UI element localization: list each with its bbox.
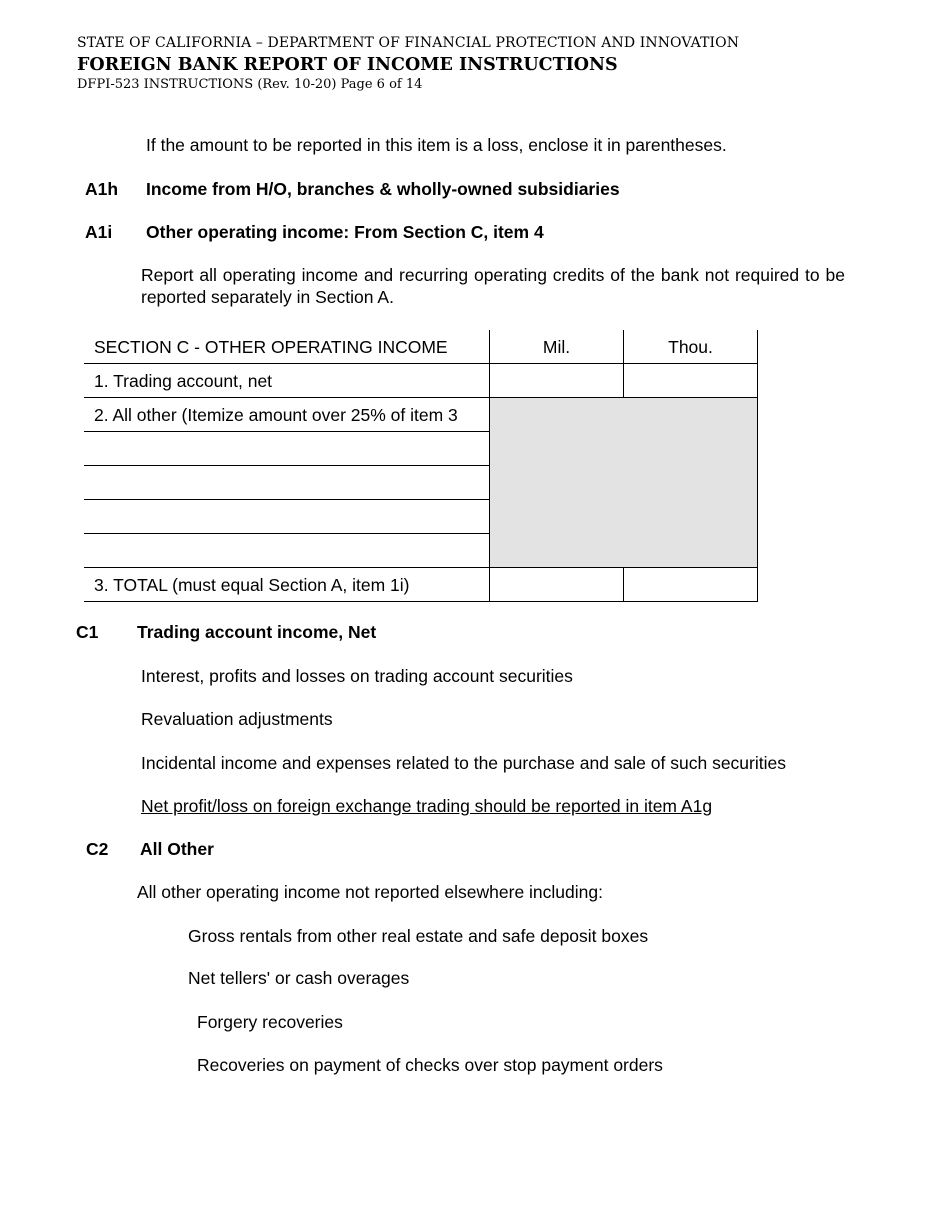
col-thou-header: Thou. (668, 337, 713, 357)
a1i-code: A1i (85, 222, 113, 242)
row-total: 3. TOTAL (must equal Section A, item 1i) (94, 575, 410, 595)
col-divider-2-bottom (623, 568, 624, 602)
section-c-table (84, 330, 758, 602)
row-line-2 (84, 397, 758, 398)
row-line-1 (84, 363, 758, 364)
agency-line: STATE OF CALIFORNIA – DEPARTMENT OF FINANCIAL PROTECTION AND INNOVATION (77, 35, 740, 51)
a1i-title: Other operating income: From Section C, item 4 (146, 222, 544, 242)
a1i-description: Report all operating income and recurring operating credits of the bank not required to be reported separately in Section A. (141, 265, 845, 307)
form-reference: DFPI-523 INSTRUCTIONS (Rev. 10-20) Page 6 of 14 (77, 77, 423, 92)
loss-note: If the amount to be reported in this item is a loss, enclose it in parentheses. (146, 135, 727, 155)
c1-item-2: Revaluation adjustments (141, 709, 333, 729)
c1-title: Trading account income, Net (137, 622, 377, 642)
c1-code: C1 (76, 622, 99, 642)
row-all-other: 2. All other (Itemize amount over 25% of item 3 (94, 405, 458, 425)
row-line-7 (84, 567, 758, 568)
c2-item-2: Net tellers' or cash overages (188, 968, 410, 988)
row-line-3 (84, 431, 489, 432)
col-divider-3 (757, 330, 758, 602)
shaded-area (489, 398, 758, 568)
c2-item-3: Forgery recoveries (197, 1012, 343, 1032)
row-line-8 (84, 601, 758, 602)
c2-title: All Other (140, 839, 214, 859)
document-title: FOREIGN BANK REPORT OF INCOME INSTRUCTIONS (77, 55, 618, 75)
row-trading-account: 1. Trading account, net (94, 371, 273, 391)
a1h-title: Income from H/O, branches & wholly-owned subsidiaries (146, 179, 620, 199)
c1-item-3: Incidental income and expenses related to the purchase and sale of such securities (141, 753, 786, 773)
row-line-4 (84, 465, 489, 466)
a1h-code: A1h (85, 179, 119, 199)
col-divider-1 (489, 330, 490, 602)
col-mil-header: Mil. (542, 337, 571, 357)
c2-code: C2 (86, 839, 109, 859)
row-line-6 (84, 533, 489, 534)
c2-intro: All other operating income not reported elsewhere including: (137, 882, 603, 902)
c2-item-4: Recoveries on payment of checks over stop payment orders (197, 1055, 663, 1075)
row-line-5 (84, 499, 489, 500)
table-heading: SECTION C - OTHER OPERATING INCOME (94, 337, 448, 357)
c1-item-4: Net profit/loss on foreign exchange trading should be reported in item A1g (141, 796, 713, 816)
c1-item-1: Interest, profits and losses on trading account securities (141, 666, 573, 686)
c2-item-1: Gross rentals from other real estate and safe deposit boxes (188, 926, 649, 946)
